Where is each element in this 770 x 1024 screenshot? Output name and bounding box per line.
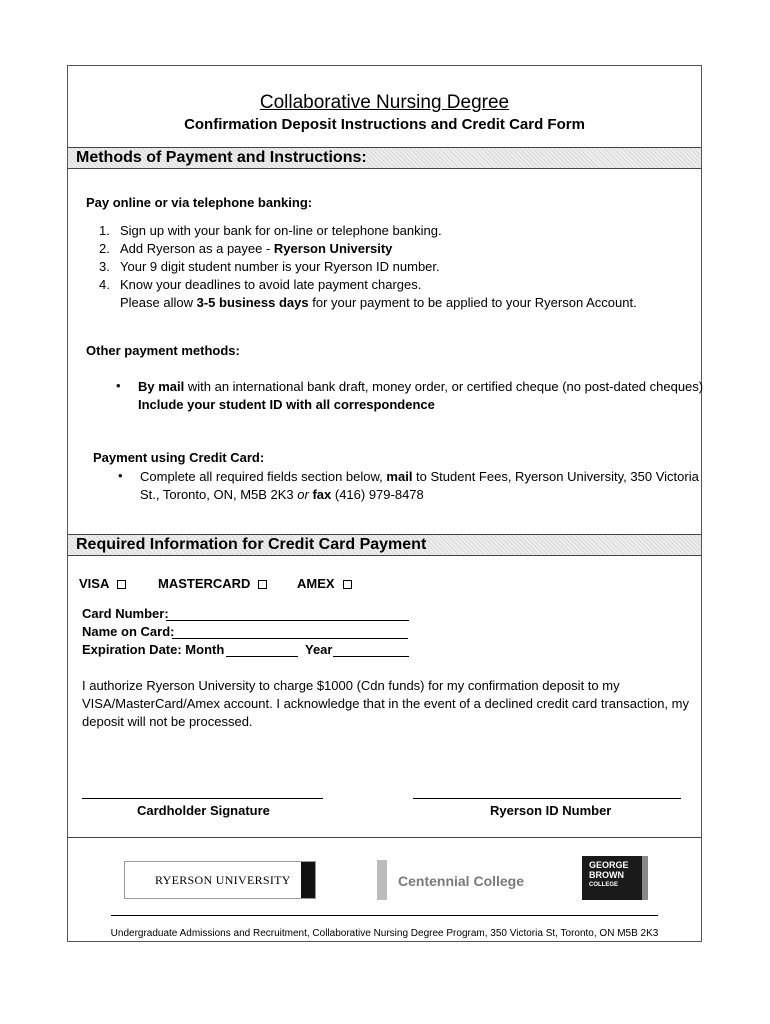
expiry-month-label: Expiration Date: Month (82, 642, 225, 657)
credit-instruction-line1: Complete all required fields section below, mail to Student Fees, Ryerson University, 350 Victoria (140, 469, 699, 484)
signature-label: Cardholder Signature (137, 803, 270, 818)
section-heading-credit-card: Required Information for Credit Card Payment (68, 534, 701, 556)
amex-checkbox[interactable] (343, 580, 352, 589)
credit-heading: Payment using Credit Card: (93, 450, 265, 465)
footer-rule (111, 915, 658, 916)
centennial-logo-text: Centennial College (398, 873, 525, 889)
visa-checkbox[interactable] (117, 580, 126, 589)
step-1-num: 1. (99, 223, 110, 238)
authorization-line2: VISA/MasterCard/Amex account. I acknowledge that in the event of a declined credit card transaction, my (82, 696, 689, 711)
expiry-year-field[interactable] (333, 656, 409, 657)
card-number-field[interactable] (166, 620, 409, 621)
form-subtitle: Confirmation Deposit Instructions and Credit Card Form (184, 116, 585, 133)
bullet-icon: • (116, 378, 121, 393)
step-2-text: Add Ryerson as a payee - Ryerson University (120, 241, 393, 256)
online-heading: Pay online or via telephone banking: (86, 195, 313, 210)
step-4-text: Know your deadlines to avoid late payment charges. (120, 277, 422, 292)
amex-option[interactable]: AMEX (297, 576, 352, 591)
section-heading-payment-methods: Methods of Payment and Instructions: (68, 147, 701, 169)
ryerson-id-field[interactable] (413, 798, 681, 799)
form-page (67, 65, 702, 942)
george-brown-logo (582, 856, 648, 900)
expiry-month-field[interactable] (226, 656, 298, 657)
mastercard-checkbox[interactable] (258, 580, 267, 589)
visa-option[interactable]: VISA (79, 576, 126, 591)
name-on-card-label: Name on Card: (82, 624, 175, 639)
logo-divider (68, 837, 701, 838)
step-2-num: 2. (99, 241, 110, 256)
step-3-num: 3. (99, 259, 110, 274)
ryerson-logo-text: RYERSON UNIVERSITY (155, 873, 291, 887)
george-brown-logo-text: GEORGE BROWN COLLEGE (589, 860, 629, 888)
step-1-text: Sign up with your bank for on-line or telephone banking. (120, 223, 442, 238)
mail-method: By mail with an international bank draft, money order, or certified cheque (no post-dated cheques) (138, 379, 704, 394)
authorization-line3: deposit will not be processed. (82, 714, 253, 729)
ryerson-logo (124, 861, 316, 899)
mastercard-option[interactable]: MASTERCARD (158, 576, 267, 591)
ryerson-id-label: Ryerson ID Number (490, 803, 612, 818)
step-4-num: 4. (99, 277, 110, 292)
card-number-label: Card Number: (82, 606, 169, 621)
name-on-card-field[interactable] (172, 638, 408, 639)
include-id-note: Include your student ID with all correspondence (138, 397, 435, 412)
allow-note: Please allow 3-5 business days for your payment to be applied to your Ryerson Account. (120, 295, 637, 310)
bullet-icon: • (118, 468, 123, 483)
step-3-text: Your 9 digit student number is your Ryerson ID number. (120, 259, 440, 274)
centennial-logo-mark (377, 860, 387, 900)
footer-address: Undergraduate Admissions and Recruitment, Collaborative Nursing Degree Program, 350 Victoria St, Toronto, ON M5B 2K3 (110, 928, 659, 939)
credit-instruction-line2: St., Toronto, ON, M5B 2K3 or fax (416) 979-8478 (140, 487, 424, 502)
authorization-line1: I authorize Ryerson University to charge $1000 (Cdn funds) for my confirmation deposit to my (82, 678, 620, 693)
expiry-year-label: Year (305, 642, 333, 657)
signature-field[interactable] (82, 798, 323, 799)
other-heading: Other payment methods: (86, 343, 240, 358)
form-title: Collaborative Nursing Degree (259, 92, 510, 113)
